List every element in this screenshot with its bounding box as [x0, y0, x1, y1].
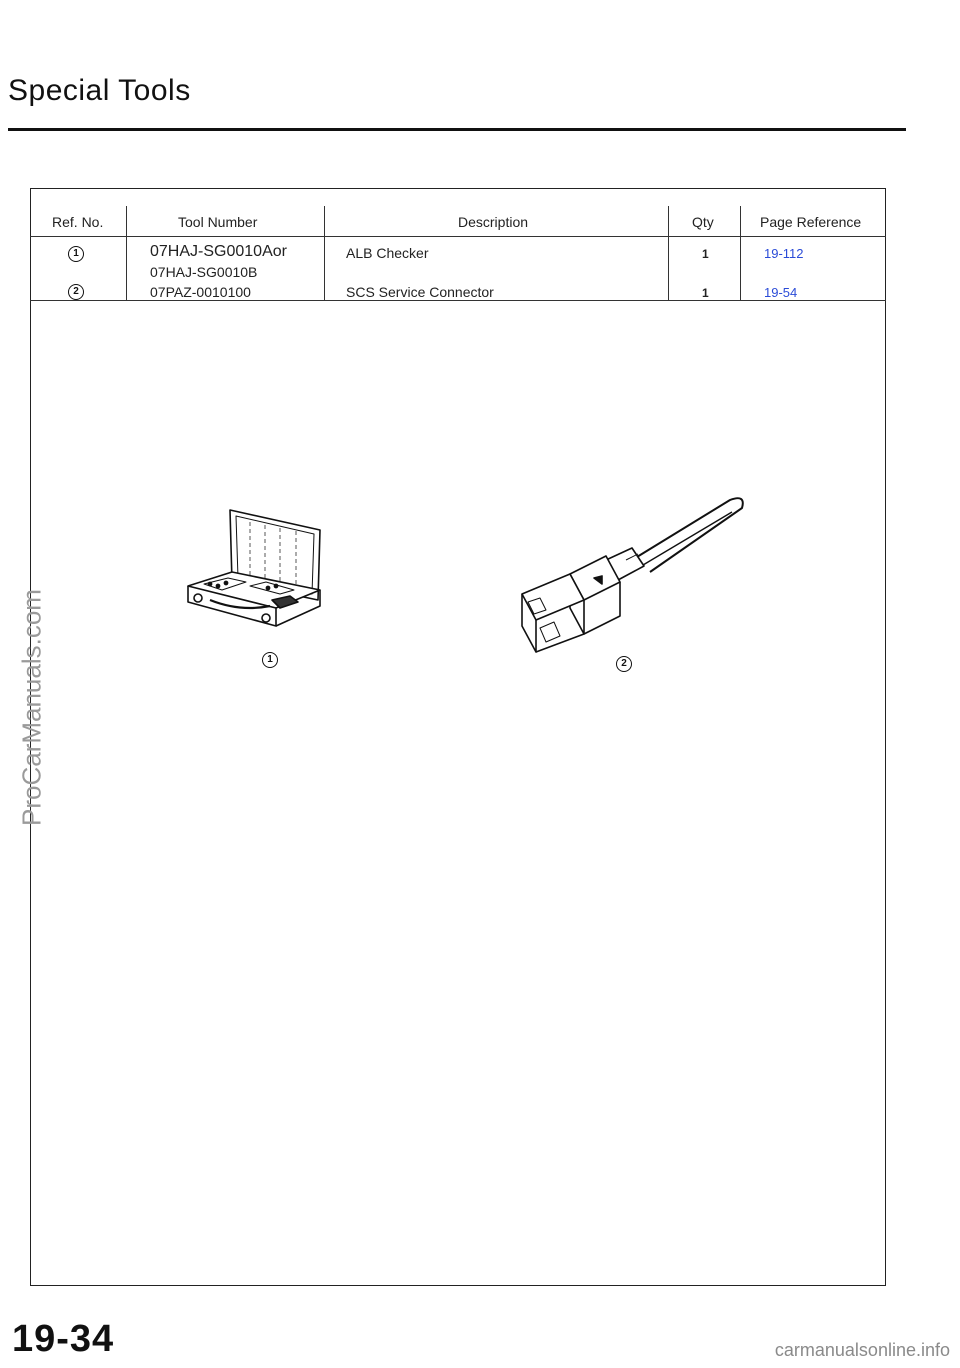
column-divider-4	[740, 206, 741, 300]
content-frame	[30, 188, 886, 1286]
table-bottom-rule	[30, 300, 886, 301]
ref-number-1: 1	[68, 246, 84, 262]
header-qty: Qty	[692, 214, 714, 230]
page-number: 19-34	[12, 1318, 115, 1360]
page-reference-link-1[interactable]: 19-112	[764, 246, 804, 261]
qty-1: 1	[702, 247, 709, 261]
title-rule	[8, 128, 906, 131]
page-reference-link-2[interactable]: 19-54	[764, 285, 798, 300]
header-ref-no: Ref. No.	[52, 214, 104, 230]
page-title: Special Tools	[8, 74, 191, 107]
tool-number-1a: 07HAJ-SG0010Aor	[150, 243, 287, 260]
column-divider-1	[126, 206, 127, 300]
illustration-label-2: 2	[616, 656, 632, 672]
tool-number-2: 07PAZ-0010100	[150, 284, 251, 300]
ref-number-2: 2	[68, 284, 84, 300]
header-tool-number: Tool Number	[178, 214, 258, 230]
tool-number-1b: 07HAJ-SG0010B	[150, 264, 258, 280]
qty-2: 1	[702, 286, 709, 300]
illustration-label-1: 1	[262, 652, 278, 668]
header-rule	[30, 236, 886, 237]
description-2: SCS Service Connector	[346, 284, 494, 300]
alb-checker-case-icon	[180, 500, 350, 650]
footer-site-text: carmanualsonline.info	[774, 1340, 950, 1360]
description-1: ALB Checker	[346, 245, 429, 261]
scs-service-connector-icon	[510, 490, 760, 660]
header-description: Description	[458, 214, 529, 230]
column-divider-2	[324, 206, 325, 300]
watermark-text: ProCarManuals.com	[16, 589, 47, 826]
header-page-reference: Page Reference	[760, 214, 862, 230]
column-divider-3	[668, 206, 669, 300]
